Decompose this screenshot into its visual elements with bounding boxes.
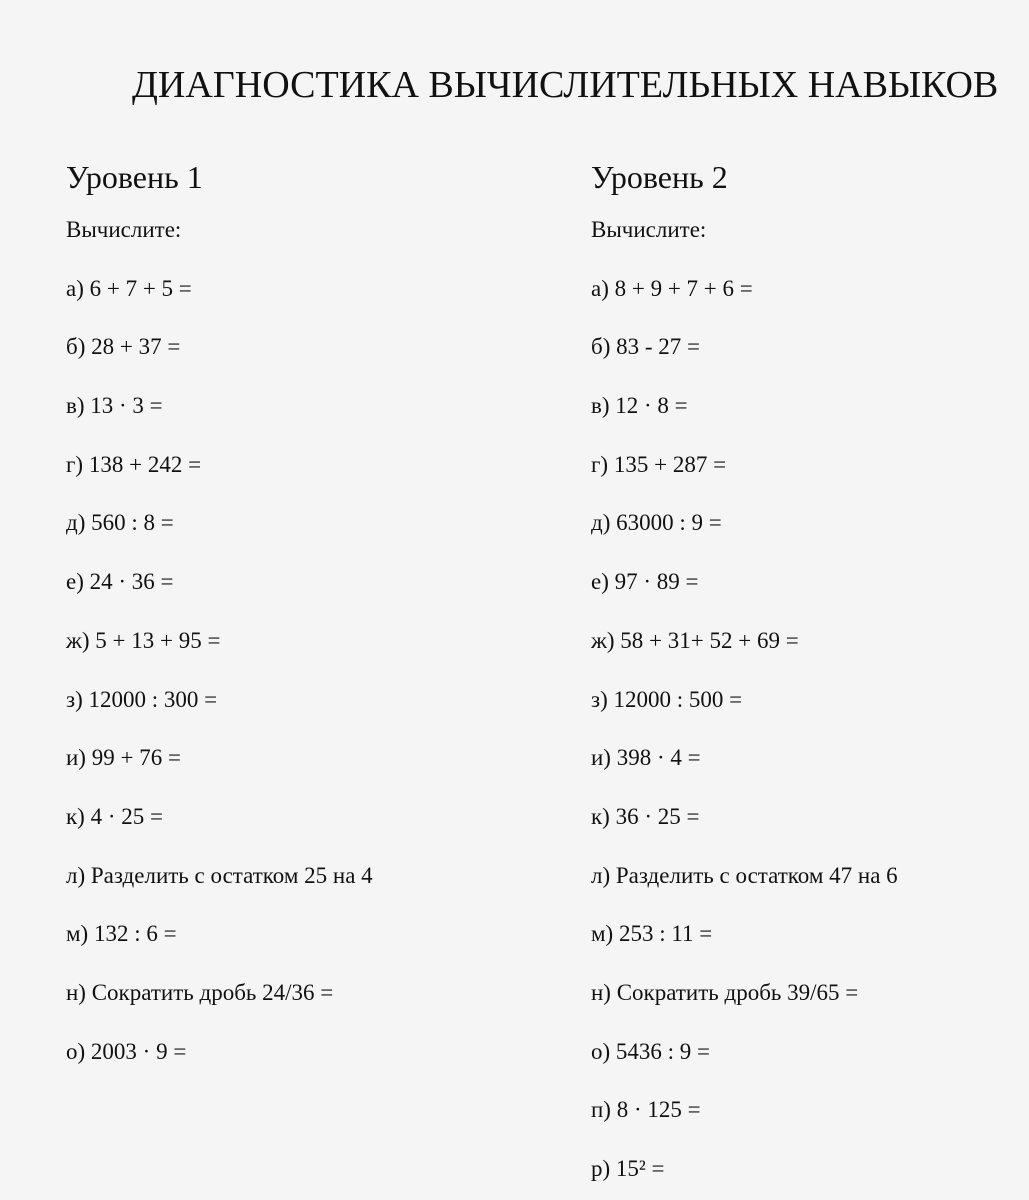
- level-2-task-list: [591, 274, 1021, 1184]
- task-item: г) 138 + 242 =: [66, 451, 202, 477]
- task-item: б) 28 + 37 =: [66, 334, 181, 360]
- task-item: о) 5436 : 9 =: [591, 1038, 711, 1064]
- task-item: з) 12000 : 500 =: [591, 686, 743, 712]
- task-item: а) 8 + 9 + 7 + 6 =: [591, 275, 753, 301]
- task-item: з) 12000 : 300 =: [66, 686, 218, 712]
- level-1-column: [66, 155, 496, 1067]
- task-item: п) 8 · 125 =: [591, 1097, 701, 1123]
- task-item: б) 83 - 27 =: [591, 334, 700, 360]
- task-item: и) 99 + 76 =: [66, 745, 181, 771]
- task-item: е) 97 · 89 =: [591, 569, 699, 595]
- level-1-task-list: [66, 274, 496, 1067]
- task-item: в) 13 · 3 =: [66, 393, 163, 419]
- task-item: д) 560 : 8 =: [66, 510, 174, 536]
- task-item: м) 132 : 6 =: [66, 921, 177, 947]
- level-2-column: [591, 155, 1021, 1184]
- task-item: к) 36 · 25 =: [591, 803, 700, 829]
- task-item: ж) 58 + 31+ 52 + 69 =: [591, 627, 799, 653]
- task-item: г) 135 + 287 =: [591, 451, 727, 477]
- task-item: н) Сократить дробь 24/36 =: [66, 979, 334, 1005]
- task-item: м) 253 : 11 =: [591, 921, 713, 947]
- task-item: н) Сократить дробь 39/65 =: [591, 979, 859, 1005]
- task-item: и) 398 · 4 =: [591, 745, 701, 771]
- page-title: ДИАГНОСТИКА ВЫЧИСЛИТЕЛЬНЫХ НАВЫКОВ: [132, 64, 999, 106]
- task-item: к) 4 · 25 =: [66, 803, 163, 829]
- level-1-heading: Уровень 1: [66, 159, 203, 195]
- level-2-heading: Уровень 2: [591, 159, 728, 195]
- task-item: в) 12 · 8 =: [591, 393, 688, 419]
- task-item: р) 15² =: [591, 1156, 665, 1181]
- level-2-instruction: Вычислите:: [591, 217, 707, 242]
- task-item: о) 2003 · 9 =: [66, 1038, 187, 1064]
- level-1-instruction: Вычислите:: [66, 217, 182, 242]
- task-item: е) 24 · 36 =: [66, 569, 174, 595]
- task-item: ж) 5 + 13 + 95 =: [66, 627, 221, 653]
- task-item: л) Разделить с остатком 47 на 6: [591, 862, 898, 888]
- task-item: д) 63000 : 9 =: [591, 510, 722, 536]
- task-item: а) 6 + 7 + 5 =: [66, 275, 192, 301]
- task-item: л) Разделить с остатком 25 на 4: [66, 862, 373, 888]
